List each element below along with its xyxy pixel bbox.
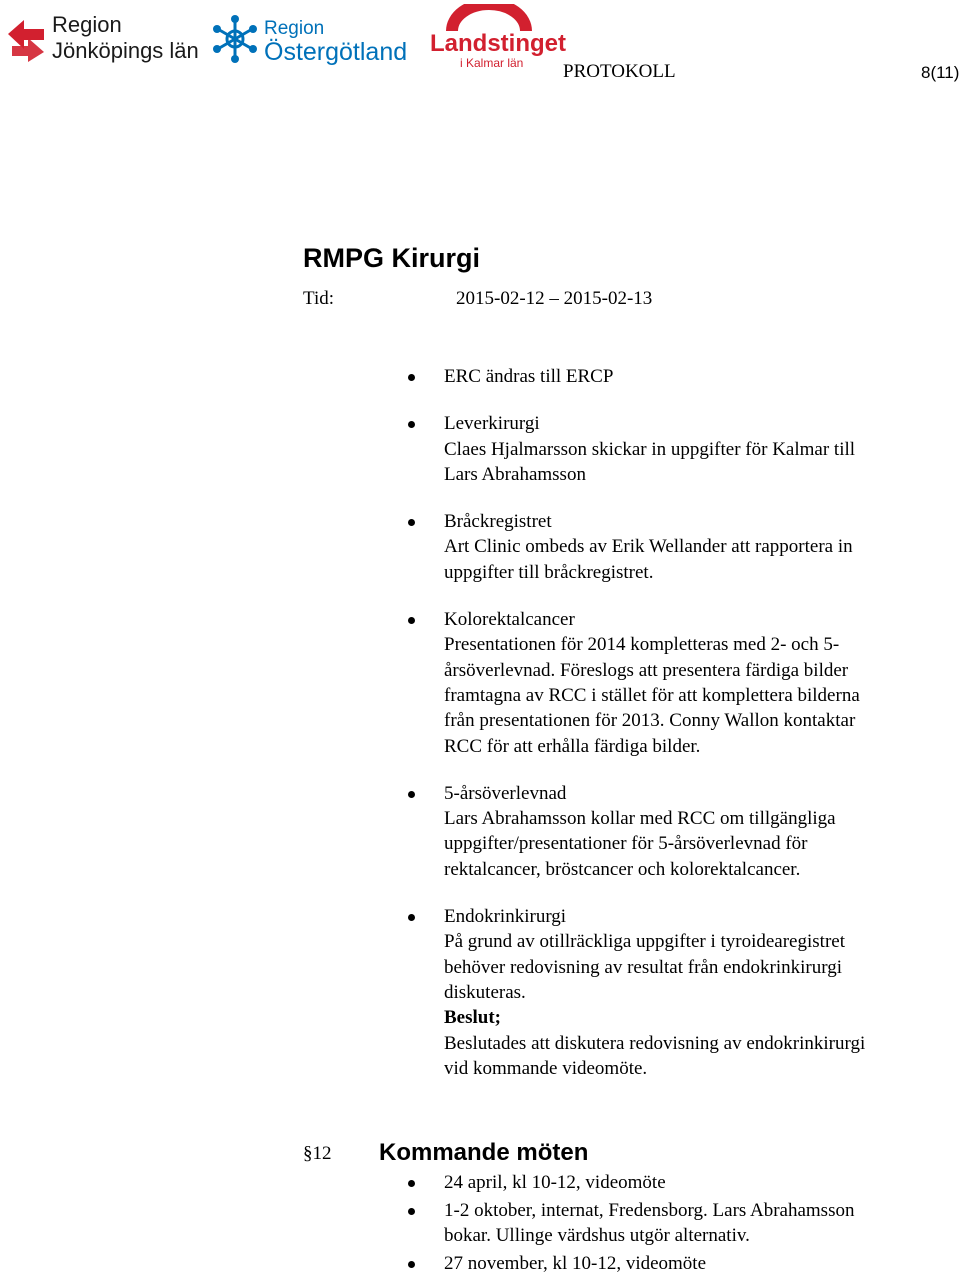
item-line: rektalcancer, bröstcancer och kolorektalcancer. bbox=[444, 858, 801, 880]
section-title: Kommande möten bbox=[379, 1139, 589, 1166]
bullet-icon bbox=[408, 1261, 415, 1268]
decision-label: Beslut; bbox=[444, 1007, 501, 1029]
document-type: PROTOKOLL bbox=[563, 61, 676, 82]
bullet-icon bbox=[408, 1208, 415, 1215]
time-value: 2015-02-12 – 2015-02-13 bbox=[456, 288, 653, 309]
list-item bbox=[0, 781, 924, 882]
bullet-icon bbox=[408, 519, 415, 526]
item-line: Lars Abrahamsson kollar med RCC om tillgängliga bbox=[444, 808, 836, 830]
item-line: Claes Hjalmarsson skickar in uppgifter för Kalmar till bbox=[444, 438, 856, 460]
logo-region-jonkoping bbox=[4, 10, 199, 68]
meetings-list bbox=[0, 1170, 960, 1279]
item-line: På grund av otillräckliga uppgifter i tyroidearegistret bbox=[444, 931, 845, 953]
item-line: årsöverlevnad. Föreslogs att presentera färdiga bilder bbox=[444, 659, 849, 681]
bullet-icon bbox=[408, 421, 415, 428]
list-item bbox=[0, 1170, 924, 1195]
item-line: 24 april, kl 10-12, videomöte bbox=[444, 1172, 666, 1193]
list-item bbox=[0, 364, 924, 389]
list-item bbox=[0, 411, 924, 487]
item-line: uppgifter/presentationer för 5-årsöverlevnad för bbox=[444, 833, 808, 855]
time-label: Tid: bbox=[303, 288, 334, 309]
bullet-icon bbox=[408, 791, 415, 798]
decision-line: Beslutades att diskutera redovisning av endokrinkirurgi bbox=[444, 1032, 866, 1054]
logo-line2: Östergötland bbox=[264, 38, 408, 66]
region-jonkoping-mark-icon bbox=[4, 16, 48, 62]
item-line: från presentationen för 2013. Conny Wallon kontaktar bbox=[444, 710, 856, 732]
list-item bbox=[0, 1198, 924, 1248]
item-line: Art Clinic ombeds av Erik Wellander att rapportera in bbox=[444, 536, 853, 558]
item-line: framtagna av RCC i stället för att komplettera bilderna bbox=[444, 684, 860, 706]
logo-landstinget-kalmar bbox=[430, 4, 566, 70]
bullet-icon bbox=[408, 1180, 415, 1187]
item-line: uppgifter till bråckregistret. bbox=[444, 561, 654, 583]
item-line: Presentationen för 2014 kompletteras med 2- och 5- bbox=[444, 634, 840, 656]
logo-line2: i Kalmar län bbox=[460, 56, 524, 70]
snowflake-icon bbox=[210, 14, 260, 64]
item-line: Lars Abrahamsson bbox=[444, 463, 586, 485]
item-line: Kolorektalcancer bbox=[444, 609, 575, 631]
item-line: ERC ändras till ERCP bbox=[444, 366, 614, 387]
agenda-list bbox=[0, 364, 960, 1103]
section-number: §12 bbox=[303, 1143, 332, 1164]
item-line: Leverkirurgi bbox=[444, 413, 540, 435]
list-item bbox=[0, 607, 924, 759]
list-item bbox=[0, 509, 924, 585]
item-line: 27 november, kl 10-12, videomöte bbox=[444, 1253, 707, 1274]
page-title: RMPG Kirurgi bbox=[303, 243, 481, 273]
bullet-icon bbox=[408, 914, 415, 921]
logo-line1: Region bbox=[264, 18, 325, 39]
bullet-icon bbox=[408, 374, 415, 381]
bullet-icon bbox=[408, 617, 415, 624]
item-line: 5-årsöverlevnad bbox=[444, 782, 567, 804]
logo-line1: Region bbox=[52, 12, 122, 37]
item-line: behöver redovisning av resultat från endokrinkirurgi bbox=[444, 956, 843, 978]
logo-region-ostergotland bbox=[210, 10, 410, 68]
logo-line1: Landstinget bbox=[430, 30, 566, 57]
item-line: diskuteras. bbox=[444, 981, 526, 1003]
item-line: Bråckregistret bbox=[444, 511, 552, 533]
item-line: bokar. Ullinge värdshus utgör alternativ. bbox=[444, 1225, 750, 1246]
item-line: RCC för att erhålla färdiga bilder. bbox=[444, 735, 701, 757]
page-number: 8(11) bbox=[921, 63, 960, 82]
item-line: Endokrinkirurgi bbox=[444, 906, 567, 928]
logo-line2: Jönköpings län bbox=[52, 38, 199, 63]
list-item bbox=[0, 1251, 924, 1276]
arc-icon bbox=[444, 4, 534, 32]
decision-line: vid kommande videomöte. bbox=[444, 1057, 648, 1079]
list-item bbox=[0, 904, 924, 1081]
item-line: 1-2 oktober, internat, Fredensborg. Lars Abrahamsson bbox=[444, 1200, 855, 1221]
